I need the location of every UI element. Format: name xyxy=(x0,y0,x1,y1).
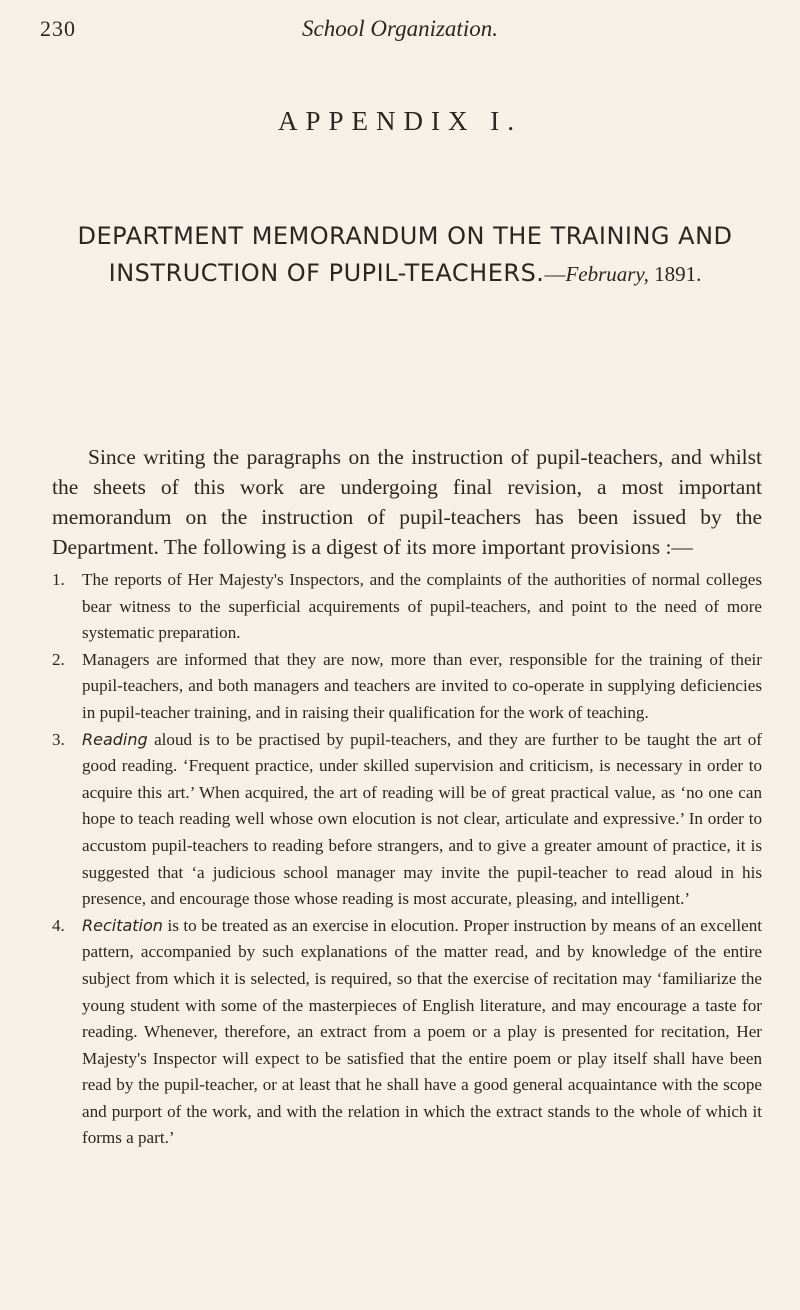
list-item xyxy=(52,913,762,1152)
item-lead-term: Reading xyxy=(82,729,148,749)
list-item xyxy=(52,727,762,913)
list-item xyxy=(52,647,762,727)
provisions-list xyxy=(52,567,762,1152)
item-text: Managers are informed that they are now, more than ever, responsible for the training of their pupil-teachers, and both managers and teachers are invited to co-operate in supplying deficiencies in pupil-teacher training, and in raising their qualification for the work of teaching. xyxy=(82,649,762,722)
heading-year: 1891. xyxy=(654,262,702,286)
intro-paragraph: Since writing the paragraphs on the instruction of pupil-teachers, and whilst the sheets of this work are undergoing final revision, a most important memorandum on the instruction of pupil-teachers has been issued by the Department. The following is a digest of its more important provisions :— xyxy=(52,444,762,559)
item-number: 3. xyxy=(52,729,65,749)
heading-date xyxy=(544,262,701,286)
section-heading xyxy=(60,218,750,293)
heading-date-sep: — xyxy=(544,262,566,286)
running-title: School Organization. xyxy=(302,16,498,41)
item-text: The reports of Her Majesty's Inspectors, and the complaints of the authorities of normal colleges bear witness to the superficial acquirements of pupil-teachers, and point to the need of more systematic preparation. xyxy=(82,570,762,643)
page-number: 230 xyxy=(40,16,76,41)
heading-main: DEPARTMENT MEMORANDUM ON THE TRAINING AND INSTRUCTION OF PUPIL-TEACHERS. xyxy=(77,222,733,287)
item-lead-term: Recitation xyxy=(82,915,163,935)
item-text: aloud is to be practised by pupil-teachers, and they are further to be taught the art of good reading. ‘Frequent practice, under skilled supervision and criticism, is necessary in order to acquire this art.’ When acquired, the art of reading will be of great practical value, as ‘no one can hope to teach reading well whose own elocution is not clear, articulate and expressive.’ In order to accustom pupil-teachers to reading before strangers, and to give a greater amount of practice, it is suggested that ‘a judicious school manager may invite the pupil-teacher to read aloud in his presence, and encourage those whose reading is most accurate, pleasing, and intelligent.’ xyxy=(82,729,762,909)
appendix-title: APPENDIX I. xyxy=(277,106,522,136)
item-number: 1. xyxy=(52,570,65,589)
running-head xyxy=(40,16,760,56)
item-number: 2. xyxy=(52,649,65,669)
item-text: is to be treated as an exercise in elocution. Proper instruction by means of an excellent pattern, accompanied by such explanations of the matter read, and by knowledge of the entire subject from which it is selected, is required, so that the exercise of recitation may ‘familiarize the young student with some of the masterpieces of English literature, and may encourage a taste for reading. Whenever, therefore, an extract from a poem or a play is presented for recitation, Her Majesty's Inspector will expect to be satisfied that the entire poem or play itself shall have been read by the pupil-teacher, or at least that he shall have a good general acquaintance with the scope and purport of the work, and with the relation in which the extract stands to the whole of which it forms a part.’ xyxy=(82,915,762,1148)
list-item xyxy=(52,567,762,647)
item-number: 4. xyxy=(52,915,65,935)
heading-month: February, xyxy=(565,262,649,286)
